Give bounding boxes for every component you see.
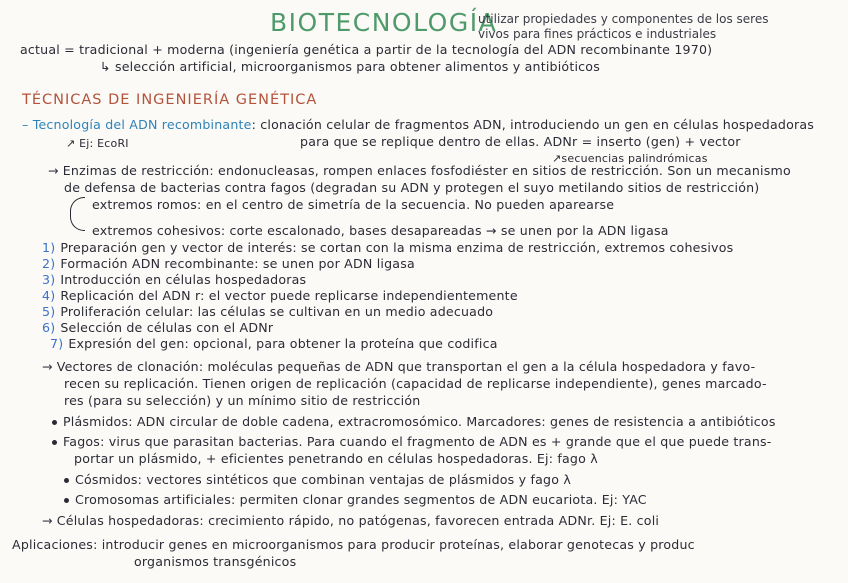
step-5 bbox=[42, 304, 493, 319]
step-6 bbox=[42, 320, 273, 335]
cosmids-line bbox=[64, 472, 571, 487]
enzymes-line-1 bbox=[48, 163, 791, 178]
subtitle-line-1: utilizar propiedades y componentes de los seres bbox=[478, 12, 769, 26]
step-3 bbox=[42, 272, 306, 287]
step-text: Proliferación celular: las células se cultivan en un medio adecuado bbox=[60, 304, 494, 319]
step-number: 1) bbox=[42, 240, 56, 255]
applications-line-1: Aplicaciones: introducir genes en microorganismos para producir proteínas, elaborar genotecas y produc bbox=[12, 537, 695, 552]
intro-line-2: ↳ selección artificial, microorganismos para obtener alimentos y antibióticos bbox=[100, 59, 600, 74]
tech-line-1: : clonación celular de fragmentos ADN, introduciendo un gen en células hospedadoras bbox=[251, 117, 815, 132]
ends-cohesivos: extremos cohesivos: corte escalonado, bases desapareadas → se unen por la ADN ligasa bbox=[92, 223, 669, 238]
step-text: Expresión del gen: opcional, para obtener la proteína que codifica bbox=[68, 336, 498, 351]
bullet-icon bbox=[64, 498, 69, 503]
plasmids-line bbox=[52, 414, 776, 429]
subtitle-line-2: vivos para fines prácticos e industriales bbox=[478, 27, 717, 41]
cosmids-text: Cósmidos: vectores sintéticos que combinan ventajas de plásmidos y fago λ bbox=[75, 472, 572, 487]
step-text: Introducción en células hospedadoras bbox=[60, 272, 307, 287]
step-number: 6) bbox=[42, 320, 56, 335]
example-ecori bbox=[66, 136, 129, 151]
vectors-text-1: Vectores de clonación: moléculas pequeñas de ADN que transportan el gen a la célula hospedadora y favo- bbox=[56, 359, 756, 374]
bullet-icon bbox=[64, 478, 69, 483]
phages-text-1: Fagos: virus que parasitan bacterias. Para cuando el fragmento de ADN es + grande que el que puede trans- bbox=[63, 434, 772, 449]
step-number: 4) bbox=[42, 288, 56, 303]
step-number: 2) bbox=[42, 256, 56, 271]
arrow-icon: → bbox=[42, 513, 53, 528]
step-text: Replicación del ADN r: el vector puede replicarse independientemente bbox=[60, 288, 518, 303]
step-7 bbox=[50, 336, 498, 351]
vectors-line-3: res (para su selección) y un mínimo sitio de restricción bbox=[64, 393, 421, 408]
intro-line-1: actual = tradicional + moderna (ingeniería genética a partir de la tecnología del ADN recombinante 1970) bbox=[20, 42, 713, 57]
step-number: 7) bbox=[50, 336, 64, 351]
arrow-icon: → bbox=[48, 163, 59, 178]
arrow-icon: ↗ bbox=[66, 137, 76, 150]
step-number: 5) bbox=[42, 304, 56, 319]
chromosomes-text: Cromosomas artificiales: permiten clonar grandes segmentos de ADN eucariota. Ej: YAC bbox=[75, 492, 647, 507]
enzymes-line-2: de defensa de bacterias contra fagos (degradan su ADN y protegen el suyo metilando sitios de restricción) bbox=[64, 180, 760, 195]
plasmids-text: Plásmidos: ADN circular de doble cadena, extracromosómico. Marcadores: genes de resistencia a antibióticos bbox=[63, 414, 776, 429]
tech-line-2: para que se replique dentro de ellas. ADNr = inserto (gen) + vector bbox=[300, 134, 741, 149]
tech-heading: – Tecnología del ADN recombinante bbox=[22, 117, 252, 132]
step-text: Formación ADN recombinante: se unen por ADN ligasa bbox=[60, 256, 415, 271]
phages-line-2: portar un plásmido, + eficientes penetrando en células hospedadoras. Ej: fago λ bbox=[74, 451, 598, 466]
step-text: Preparación gen y vector de interés: se cortan con la misma enzima de restricción, extremos cohesivos bbox=[60, 240, 734, 255]
palindromic-text: secuencias palindrómicas bbox=[561, 152, 708, 165]
vectors-line-2: recen su replicación. Tienen origen de replicación (capacidad de replicarse independiente), genes marcado- bbox=[64, 376, 767, 391]
bullet-icon bbox=[52, 440, 57, 445]
example-text: Ej: EcoRI bbox=[79, 137, 129, 150]
tech-row bbox=[22, 117, 814, 132]
step-1 bbox=[42, 240, 733, 255]
brace-icon bbox=[70, 197, 85, 231]
step-text: Selección de células con el ADNr bbox=[60, 320, 274, 335]
bullet-icon bbox=[52, 420, 57, 425]
host-cells-line bbox=[42, 513, 659, 528]
section-title: TÉCNICAS DE INGENIERÍA GENÉTICA bbox=[22, 92, 318, 108]
step-4 bbox=[42, 288, 518, 303]
chromosomes-line bbox=[64, 492, 647, 507]
step-2 bbox=[42, 256, 415, 271]
page-title: BIOTECNOLOGÍA bbox=[270, 8, 498, 37]
applications-line-2: organismos transgénicos bbox=[134, 554, 297, 569]
host-cells-text: Células hospedadoras: crecimiento rápido, no patógenas, favorecen entrada ADNr. Ej: E. coli bbox=[56, 513, 660, 528]
phages-line-1 bbox=[52, 434, 772, 449]
step-number: 3) bbox=[42, 272, 56, 287]
arrow-icon: → bbox=[42, 359, 53, 374]
enzymes-text-1: Enzimas de restricción: endonucleasas, rompen enlaces fosfodiéster en sitios de restricción. Son un mecanismo bbox=[62, 163, 791, 178]
vectors-line-1 bbox=[42, 359, 755, 374]
ends-romos: extremos romos: en el centro de simetría de la secuencia. No pueden aparearse bbox=[92, 197, 615, 212]
arrow-icon: ↗ bbox=[552, 152, 562, 165]
